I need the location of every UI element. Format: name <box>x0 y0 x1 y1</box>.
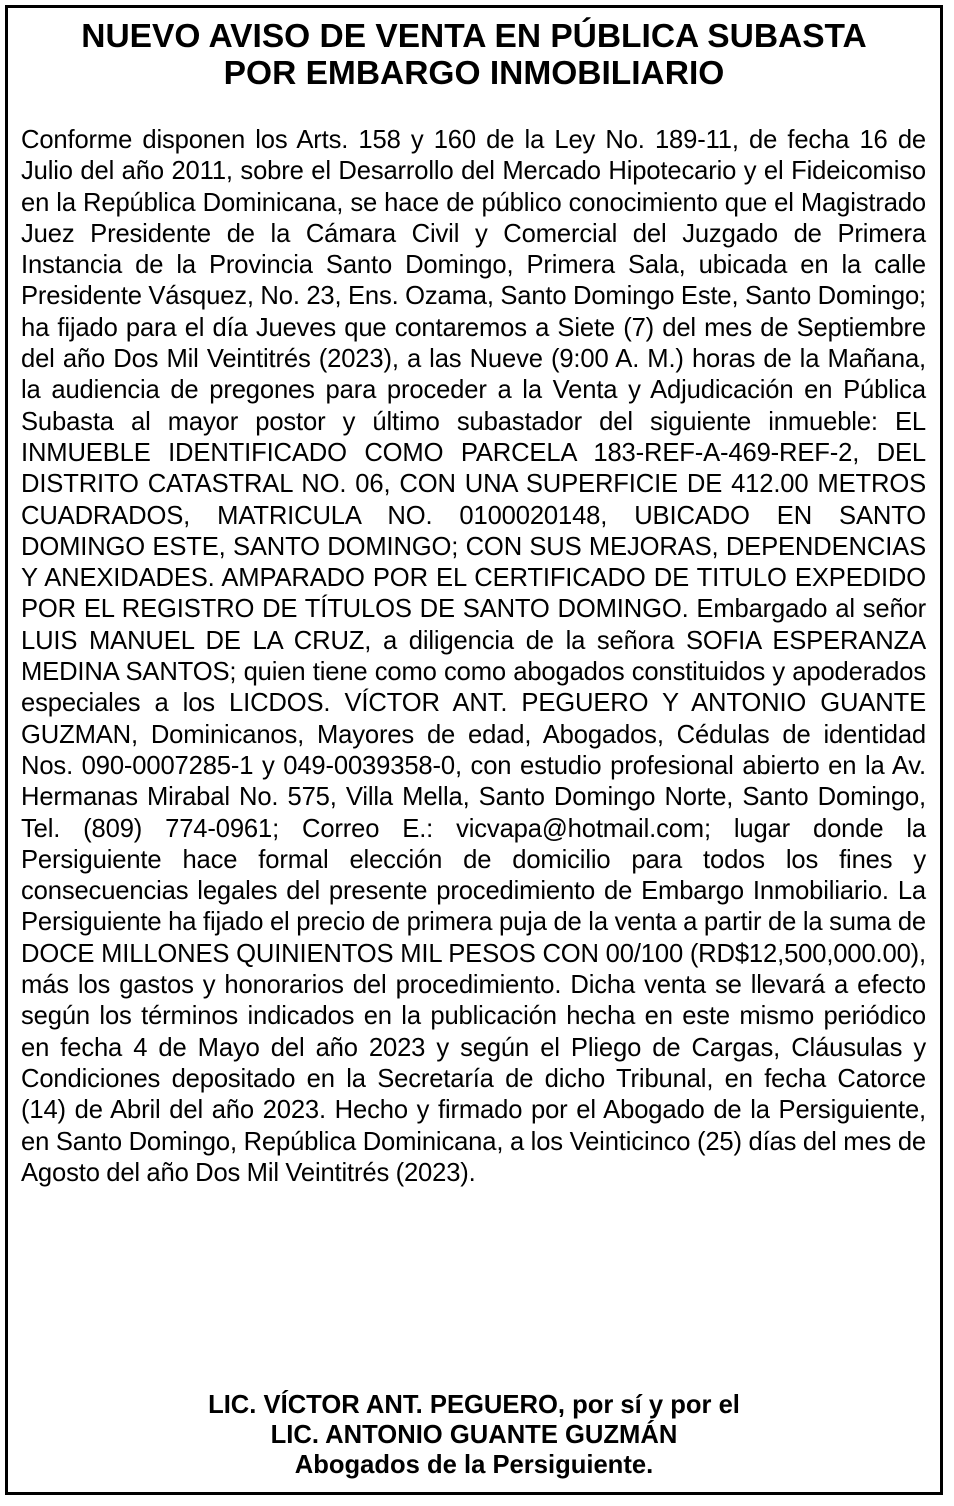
notice-signature-block <box>0 1390 948 1480</box>
notice-body-paragraph: Conforme disponen los Arts. 158 y 160 de la Ley No. 189-11, de fecha 16 de Julio del año 2011, sobre el Desarrollo del Mercado Hipotecario y el Fideicomiso en la República Dominicana, se hace de público conocimiento que el Magistrado Juez Presidente de la Cámara Civil y Comercial del Juzgado de Primera Instancia de la Provincia Santo Domingo, Primera Sala, ubicada en la calle Presidente Vásquez, No. 23, Ens. Ozama, Santo Domingo Este, Santo Domingo; ha fijado para el día Jueves que contaremos a Siete (7) del mes de Septiembre del año Dos Mil Veintitrés (2023), a las Nueve (9:00 A. M.) horas de la Mañana, la audiencia de pregones para proceder a la Venta y Adjudicación en Pública Subasta al mayor postor y último subastador del siguiente inmueble: EL INMUEBLE IDENTIFICADO COMO PARCELA 183-REF-A-469-REF-2, DEL DISTRITO CATASTRAL NO. 06, CON UNA SUPERFICIE DE 412.00 METROS CUADRADOS, MATRICULA NO. 0100020148, UBICADO EN SANTO DOMINGO ESTE, SANTO DOMINGO; CON SUS MEJORAS, DEPENDENCIAS Y ANEXIDADES. AMPARADO POR EL CERTIFICADO DE TITULO EXPEDIDO POR EL REGISTRO DE TÍTULOS DE SANTO DOMINGO. Embargado al señor LUIS MANUEL DE LA CRUZ, a diligencia de la señora SOFIA ESPERANZA MEDINA SANTOS; quien tiene como como abogados constituidos y apoderados especiales a los LICDOS. VÍCTOR ANT. PEGUERO Y ANTONIO GUANTE GUZMAN, Dominicanos, Mayores de edad, Abogados, Cédulas de identidad Nos. 090-0007285-1 y 049-0039358-0, con estudio profesional abierto en la Av. Hermanas Mirabal No. 575, Villa Mella, Santo Domingo Norte, Santo Domingo, Tel. (809) 774-0961; Correo E.: vicvapa@hotmail.com; lugar donde la Persiguiente hace formal elección de domicilio para todos los fines y consecuencias legales del presente procedimiento de Embargo Inmobiliario. La Persiguiente ha fijado el precio de primera puja de la venta a partir de la suma de DOCE MILLONES QUINIENTOS MIL PESOS CON 00/100 (RD$12,500,000.00), más los gastos y honorarios del procedimiento. Dicha venta se llevará a efecto según los términos indicados en la publicación hecha en este mismo periódico en fecha 4 de Mayo del año 2023 y según el Pliego de Cargas, Cláusulas y Condiciones depositado en la Secretaría de dicho Tribunal, en fecha Catorce (14) de Abril del año 2023. Hecho y firmado por el Abogado de la Persiguiente, en Santo Domingo, República Dominicana, a los Veinticinco (25) días del mes de Agosto del año Dos Mil Veintitrés (2023). <box>21 126 926 1187</box>
notice-title-line-2: POR EMBARGO INMOBILIARIO <box>223 55 725 92</box>
notice-title-line-1: NUEVO AVISO DE VENTA EN PÚBLICA SUBASTA <box>81 18 867 55</box>
signature-line-3: Abogados de la Persiguiente. <box>294 1451 654 1479</box>
notice-title <box>0 18 948 92</box>
signature-line-2: LIC. ANTONIO GUANTE GUZMÁN <box>270 1421 678 1449</box>
signature-line-1: LIC. VÍCTOR ANT. PEGUERO, por sí y por el <box>208 1391 740 1419</box>
